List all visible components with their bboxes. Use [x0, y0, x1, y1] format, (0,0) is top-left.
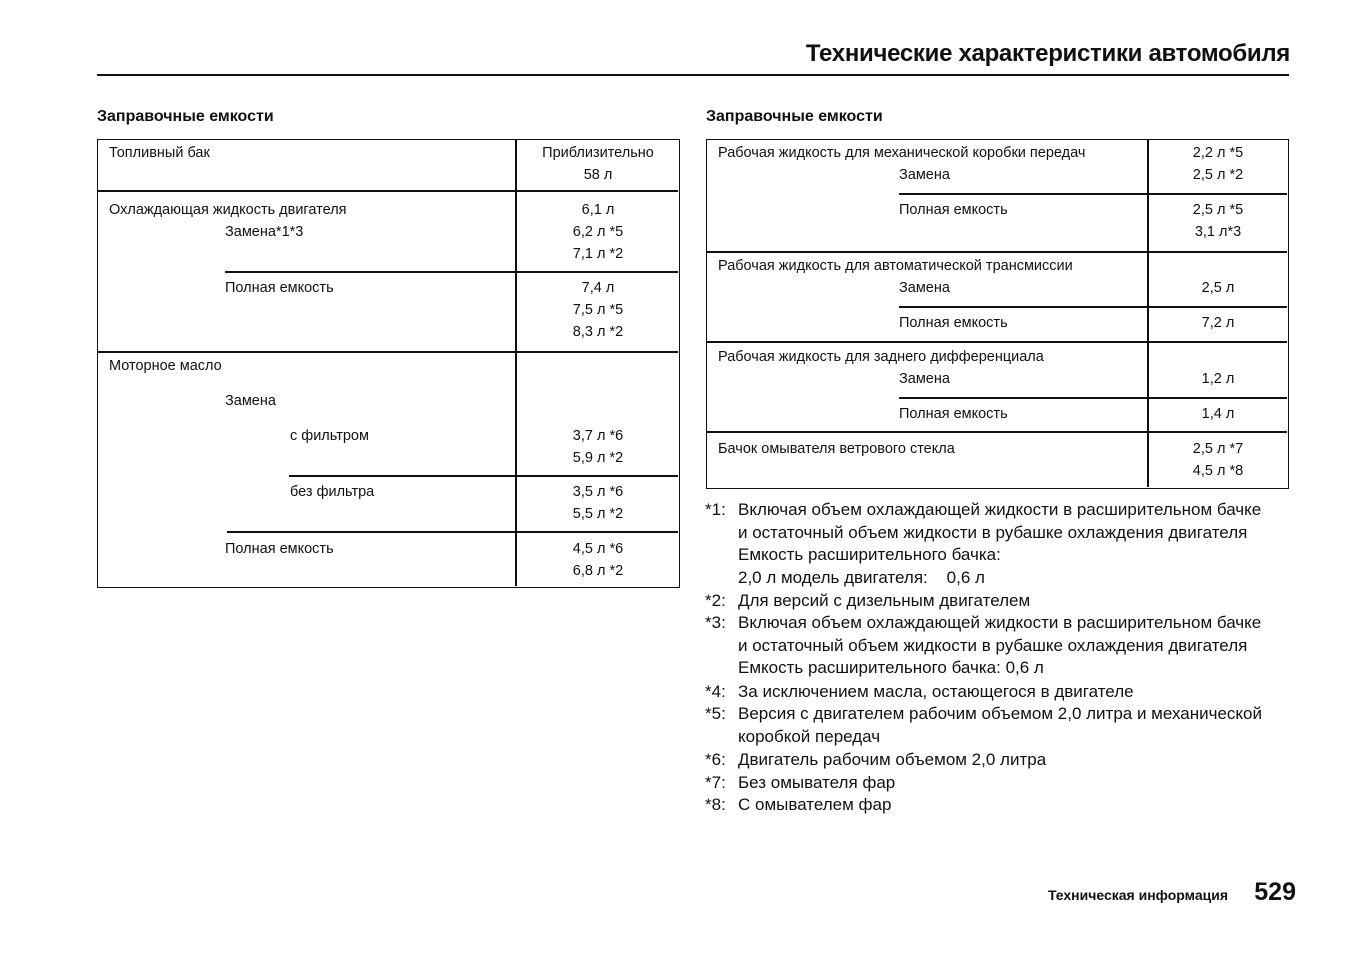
right-table-row-divider: [707, 431, 1287, 433]
footnote-2-text: Для версий с дизельным двигателем: [738, 591, 1031, 610]
page-number: 529: [1254, 878, 1296, 906]
footnote-7-text: Без омывателя фар: [738, 773, 896, 792]
rear-diff-label: Рабочая жидкость для заднего дифференциала: [718, 349, 1044, 365]
rear-diff-full-label: Полная емкость: [899, 406, 1008, 422]
right-table-row-divider: [707, 251, 1287, 253]
fuel-tank-label: Топливный бак: [109, 145, 210, 161]
coolant-replace-values: 6,1 л 6,2 л *5 7,1 л *2: [572, 202, 624, 262]
left-table-row-divider: [98, 190, 678, 192]
footnote-5-text: Версия с двигателем рабочим объемом 2,0 литра и механической коробкой передач: [738, 704, 1262, 746]
rear-diff-replace-value: 1,2 л: [1201, 371, 1235, 387]
footnote-4-text: За исключением масла, остающегося в двигателе: [738, 682, 1134, 701]
left-table-row-divider: [227, 531, 678, 533]
manual-replace-values: 2,2 л *5 2,5 л *2: [1192, 145, 1244, 183]
coolant-full-values: 7,4 л 7,5 л *5 8,3 л *2: [572, 280, 624, 340]
oil-replace-label: Замена: [225, 393, 276, 409]
right-table-row-divider: [899, 193, 1287, 195]
footnote-3-mark: *3:: [705, 613, 726, 632]
auto-full-label: Полная емкость: [899, 315, 1008, 331]
footer-section-label: Техническая информация: [1047, 887, 1228, 903]
coolant-full-label: Полная емкость: [225, 280, 334, 296]
left-table-row-divider: [289, 475, 678, 477]
rear-diff-full-value: 1,4 л: [1201, 406, 1235, 422]
left-capacity-table: [97, 139, 680, 588]
auto-replace-label: Замена: [899, 280, 950, 296]
footnote-8-text: С омывателем фар: [738, 795, 892, 814]
oil-full-label: Полная емкость: [225, 541, 334, 557]
left-section-heading: Заправочные емкости: [97, 108, 274, 125]
page-title: Технические характеристики автомобиля: [805, 40, 1290, 67]
washer-label: Бачок омывателя ветрового стекла: [718, 441, 955, 457]
oil-label: Моторное масло: [109, 358, 222, 374]
fuel-tank-value: Приблизительно 58 л: [542, 145, 654, 183]
right-table-row-divider: [899, 306, 1287, 308]
title-rule: [97, 74, 1289, 76]
oil-full-values: 4,5 л *6 6,8 л *2: [572, 541, 624, 579]
footnote-3-text: Включая объем охлаждающей жидкости в расширительном бачке и остаточный объем жидкости в рубашке охлаждения двигателя Емкость расширительного бачка: 0,6 л: [738, 613, 1262, 677]
oil-with-filter-values: 3,7 л *6 5,9 л *2: [572, 428, 624, 466]
footnote-1-mark: *1:: [705, 500, 726, 519]
footnote-7-mark: *7:: [705, 773, 726, 792]
left-table-row-divider: [225, 271, 678, 273]
footnote-5-mark: *5:: [705, 704, 726, 723]
rear-diff-replace-label: Замена: [899, 371, 950, 387]
footnote-1-text: Включая объем охлаждающей жидкости в расширительном бачке и остаточный объем жидкости в рубашке охлаждения двигателя Емкость расширительного бачка: 2,0 л модель двигателя: 0,6 л: [738, 500, 1262, 587]
right-table-row-divider: [899, 397, 1287, 399]
left-table-row-divider: [98, 351, 678, 353]
coolant-label: Охлаждающая жидкость двигателя: [109, 202, 347, 218]
oil-without-filter-values: 3,5 л *6 5,5 л *2: [572, 484, 624, 522]
oil-with-filter-label: с фильтром: [290, 428, 369, 444]
auto-replace-value: 2,5 л: [1201, 280, 1235, 296]
auto-transmission-label: Рабочая жидкость для автоматической трансмиссии: [718, 258, 1073, 274]
manual-transmission-label: Рабочая жидкость для механической коробки передач: [718, 145, 1086, 161]
manual-full-label: Полная емкость: [899, 202, 1008, 218]
right-capacity-table: [706, 139, 1289, 489]
footnote-2-mark: *2:: [705, 591, 726, 610]
auto-full-value: 7,2 л: [1201, 315, 1235, 331]
footnote-8-mark: *8:: [705, 795, 726, 814]
washer-values: 2,5 л *7 4,5 л *8: [1192, 441, 1244, 479]
manual-replace-label: Замена: [899, 167, 950, 183]
right-section-heading: Заправочные емкости: [706, 108, 883, 125]
oil-without-filter-label: без фильтра: [290, 484, 375, 500]
manual-full-values: 2,5 л *5 3,1 л*3: [1192, 202, 1244, 240]
right-table-row-divider: [707, 341, 1287, 343]
footnote-4-mark: *4:: [705, 682, 726, 701]
coolant-replace-label: Замена*1*3: [225, 224, 304, 240]
footnote-6-text: Двигатель рабочим объемом 2,0 литра: [738, 750, 1047, 769]
footnote-6-mark: *6:: [705, 750, 726, 769]
